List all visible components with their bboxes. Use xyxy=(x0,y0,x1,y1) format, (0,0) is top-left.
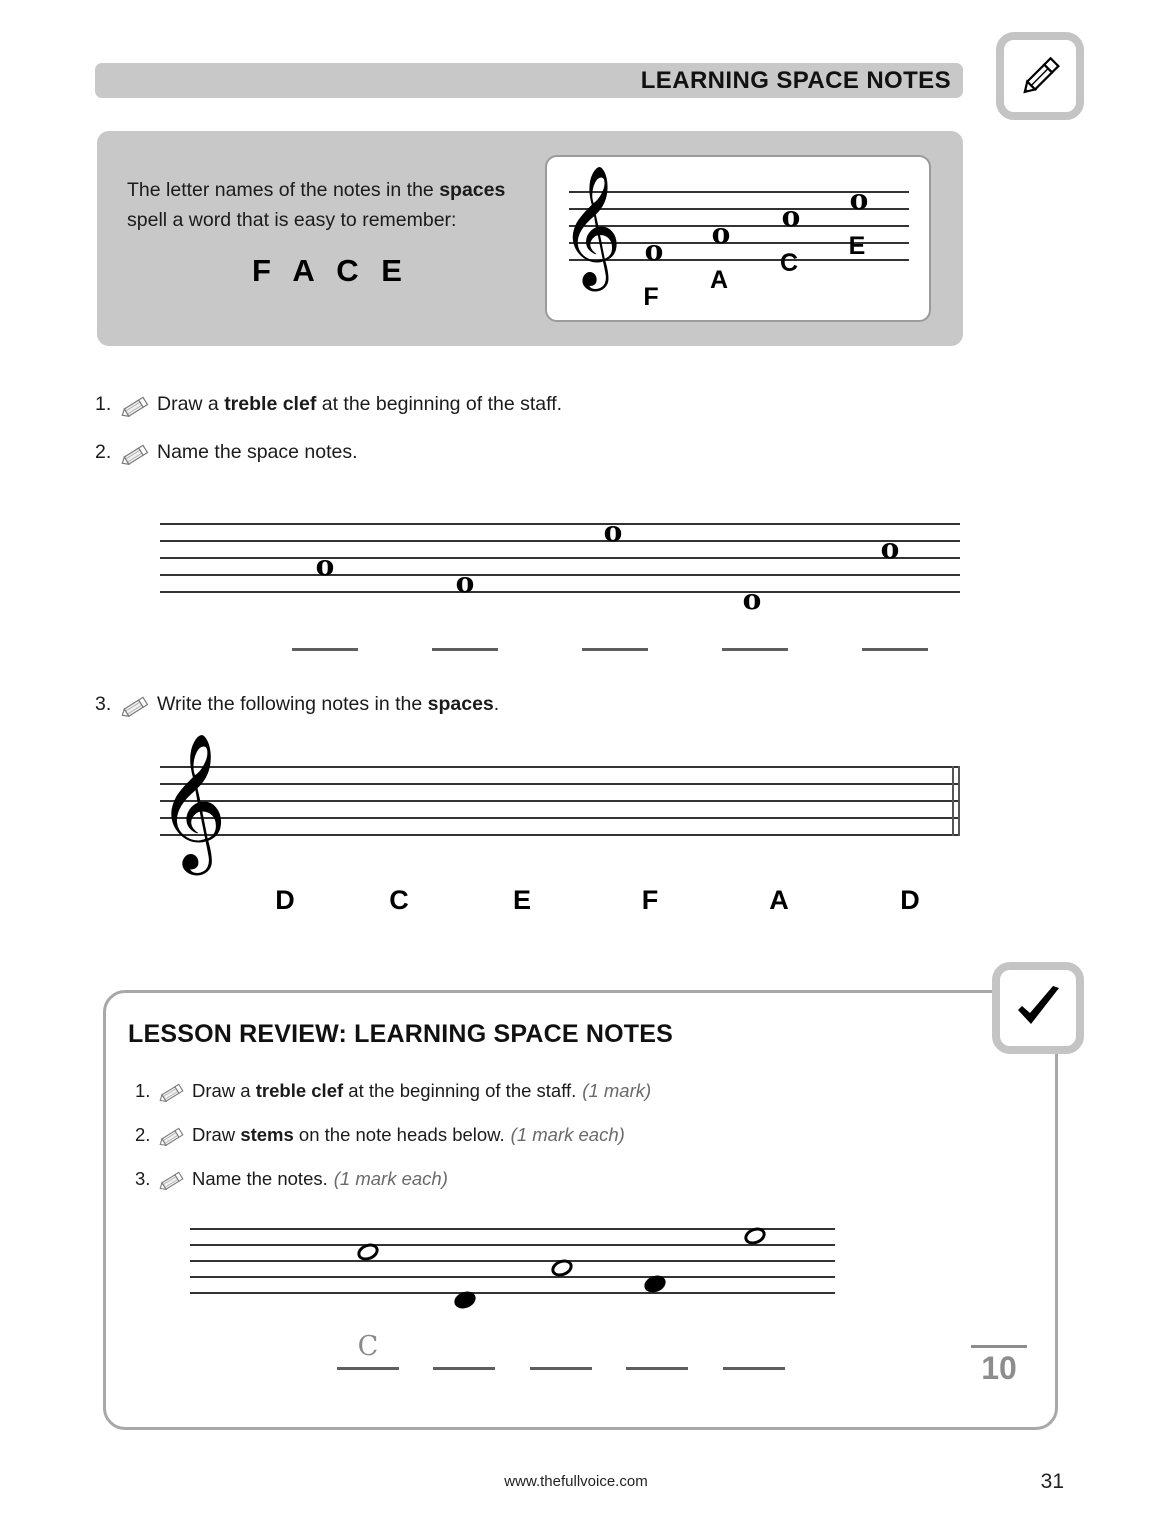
prompt-letter: A xyxy=(769,885,789,915)
staff-line xyxy=(190,1276,835,1278)
exercise-3 xyxy=(95,693,499,716)
exercise-3-number: 3. xyxy=(95,693,112,715)
exercise-1 xyxy=(95,393,562,416)
review-item-2-text-before: Draw xyxy=(192,1124,241,1145)
staff-line xyxy=(160,766,960,768)
review-item-1-text-bold: treble clef xyxy=(255,1080,344,1101)
review-answer-blank[interactable] xyxy=(433,1367,495,1370)
exercise-2-note-5: o xyxy=(880,531,900,565)
page-title: LEARNING SPACE NOTES xyxy=(640,66,951,94)
prompt-letter: E xyxy=(512,885,532,915)
treble-clef-icon: 𝄞 xyxy=(560,164,622,286)
review-answer-blank[interactable] xyxy=(723,1367,785,1370)
exercise-2-staff[interactable] xyxy=(160,514,960,616)
check-icon xyxy=(1010,980,1066,1036)
prompt-letter: D xyxy=(900,885,920,915)
staff-line xyxy=(190,1260,835,1262)
exercise-1-number: 1. xyxy=(95,393,112,415)
review-staff[interactable] xyxy=(190,1228,835,1292)
example-label-a: A xyxy=(709,266,729,294)
review-answer-blank[interactable] xyxy=(626,1367,688,1370)
pencil-icon xyxy=(121,444,151,466)
staff-line xyxy=(160,540,960,542)
sample-answer: C xyxy=(357,1331,379,1362)
review-item-1-text-before: Draw a xyxy=(192,1080,256,1101)
review-item-2-text-bold: stems xyxy=(240,1124,294,1145)
exercise-3-staff[interactable] xyxy=(157,731,960,869)
prompt-letter: C xyxy=(389,885,409,915)
example-label-f: F xyxy=(643,283,659,311)
info-panel-text xyxy=(127,175,547,235)
pencil-icon xyxy=(159,1171,186,1191)
staff-line xyxy=(190,1244,835,1246)
info-line2: spell a word that is easy to remember: xyxy=(127,209,457,231)
treble-clef-icon: 𝄞 xyxy=(157,731,227,869)
review-item-2-text-after: on the note heads below. xyxy=(293,1124,505,1145)
footer-url: www.thefullvoice.com xyxy=(504,1473,648,1490)
staff-line xyxy=(160,834,960,836)
exercise-3-text-bold: spaces xyxy=(427,693,494,715)
score-blank[interactable] xyxy=(971,1345,1027,1348)
pencil-icon xyxy=(1014,50,1066,102)
example-staff-card xyxy=(545,155,931,322)
page-header-bar xyxy=(95,63,963,98)
exercise-2-note-3: o xyxy=(603,514,623,548)
staff-line xyxy=(160,574,960,576)
check-badge xyxy=(992,962,1084,1054)
review-item-2-marks: (1 mark each) xyxy=(510,1124,625,1145)
example-staff xyxy=(560,164,909,311)
exercise-3-text-before: Write the following notes in the xyxy=(157,693,428,715)
exercise-1-text-before: Draw a xyxy=(157,393,225,415)
review-item-3-text-before: Name the notes. xyxy=(192,1168,328,1189)
answer-blank[interactable] xyxy=(722,648,788,651)
answer-blank[interactable] xyxy=(292,648,358,651)
barline xyxy=(952,766,954,836)
prompt-letter: D xyxy=(275,885,295,915)
staff-line xyxy=(160,800,960,802)
example-label-e: E xyxy=(848,232,866,260)
review-item-2 xyxy=(135,1124,625,1146)
review-item-1-number: 1. xyxy=(135,1080,151,1101)
pencil-icon xyxy=(121,396,151,418)
example-note-c: o xyxy=(781,199,801,233)
staff-line xyxy=(160,817,960,819)
example-label-c: C xyxy=(779,249,799,277)
lesson-review-box xyxy=(103,990,1058,1430)
info-panel xyxy=(97,131,963,346)
exercise-3-text-after: . xyxy=(493,693,500,715)
review-answer-blank[interactable] xyxy=(337,1367,399,1370)
staff-line xyxy=(160,591,960,593)
review-item-1 xyxy=(135,1080,651,1102)
staff-line xyxy=(160,557,960,559)
exercise-2-number: 2. xyxy=(95,441,112,463)
lesson-review-title: LESSON REVIEW: LEARNING SPACE NOTES xyxy=(128,1020,674,1048)
review-item-1-text-after: at the beginning of the staff. xyxy=(343,1080,577,1101)
review-answer-blank[interactable] xyxy=(530,1367,592,1370)
exercise-2 xyxy=(95,441,358,464)
exercise-2-note-1: o xyxy=(315,548,335,582)
prompt-letter: F xyxy=(641,885,659,915)
review-item-3 xyxy=(135,1168,448,1190)
answer-blank[interactable] xyxy=(582,648,648,651)
staff-line xyxy=(160,523,960,525)
barline xyxy=(958,766,960,836)
staff-line xyxy=(190,1292,835,1294)
example-note-a: o xyxy=(711,216,731,250)
staff-line xyxy=(160,783,960,785)
review-item-1-marks: (1 mark) xyxy=(582,1080,652,1101)
staff-line xyxy=(190,1228,835,1230)
answer-blank[interactable] xyxy=(862,648,928,651)
mnemonic-word: F A C E xyxy=(252,253,409,288)
score-total: 10 xyxy=(981,1350,1017,1386)
exercise-1-text-after: at the beginning of the staff. xyxy=(316,393,563,415)
pencil-icon xyxy=(159,1083,186,1103)
exercise-2-note-2: o xyxy=(455,565,475,599)
review-item-2-number: 2. xyxy=(135,1124,151,1145)
footer-page-number: 31 xyxy=(1040,1470,1064,1493)
score-box xyxy=(968,1345,1030,1384)
example-note-f: o xyxy=(644,233,664,267)
pencil-icon xyxy=(159,1127,186,1147)
info-line1-bold: spaces xyxy=(439,179,506,201)
review-item-3-marks: (1 mark each) xyxy=(333,1168,448,1189)
exercise-2-note-4: o xyxy=(742,582,762,616)
info-line1-before: The letter names of the notes in the xyxy=(127,179,440,201)
pencil-badge xyxy=(996,32,1084,120)
exercise-1-text-bold: treble clef xyxy=(224,393,317,415)
example-note-e: o xyxy=(849,182,869,216)
exercise-2-text-before: Name the space notes. xyxy=(157,441,358,463)
answer-blank[interactable] xyxy=(432,648,498,651)
pencil-icon xyxy=(121,696,151,718)
review-item-3-number: 3. xyxy=(135,1168,151,1189)
